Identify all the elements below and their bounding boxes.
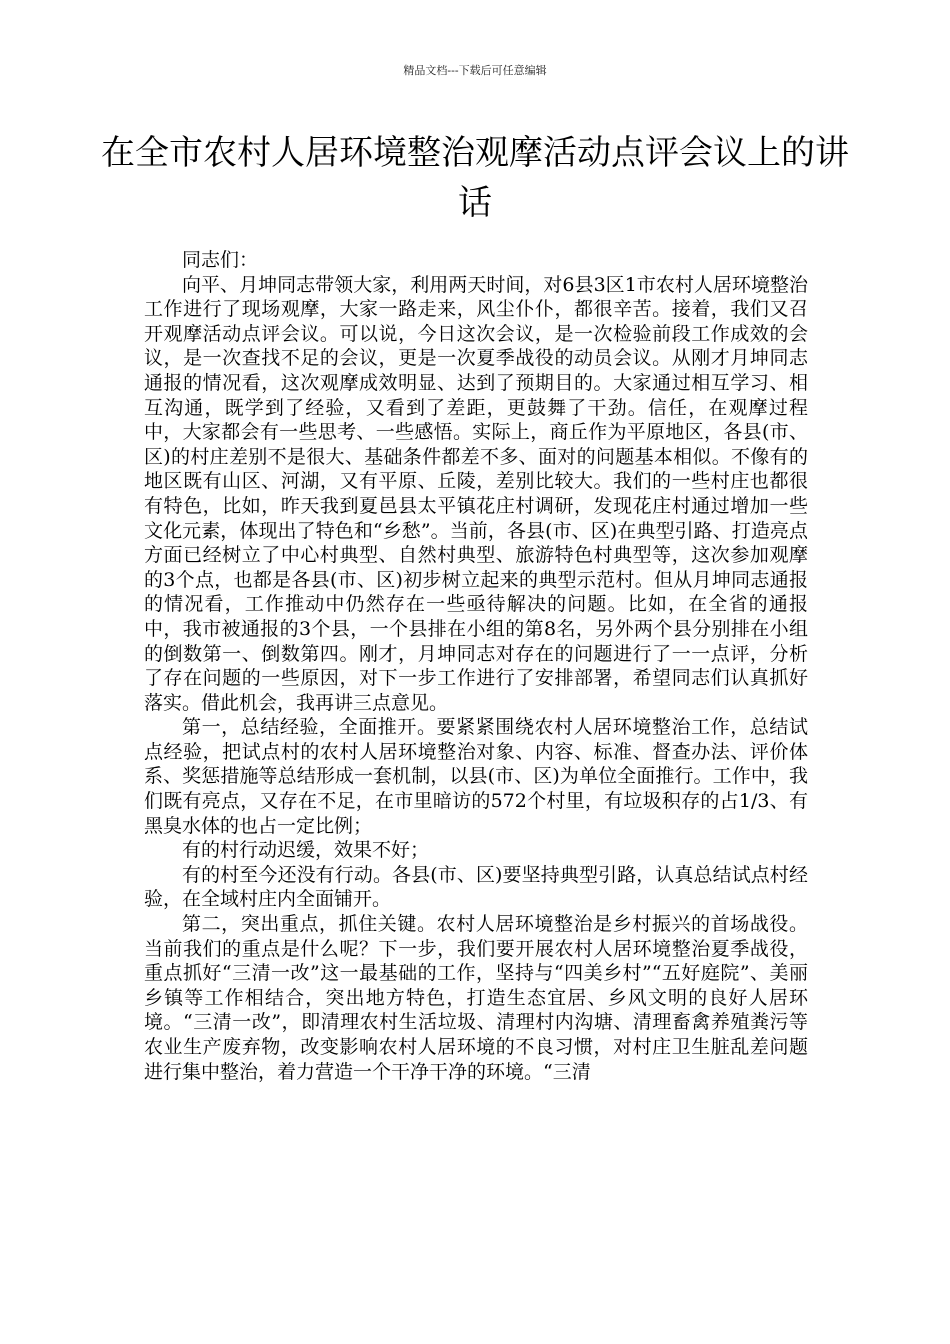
document-body <box>144 248 808 1084</box>
paragraph-3: 有的村行动迟缓，效果不好； <box>182 839 430 862</box>
paragraph-2: 第一，总结经验，全面推开。要紧紧围绕农村人居环境整治工作，总结试点经验，把试点村的农村人居环境整治对象、内容、标准、督查办法、评价体系、奖惩措施等总结形成一套机制，以县(市、区)为单位全面推行。工作中，我们既有亮点，又存在不足，在市里暗访的572个村里，有垃圾积存的占1/3、有黑臭水体的也占一定比例； <box>144 716 808 837</box>
salutation: 同志们： <box>182 249 259 271</box>
paragraph-4: 有的村至今还没有行动。各县(市、区)要坚持典型引路，认真总结试点村经验，在全域村庄内全面铺开。 <box>144 863 808 911</box>
paragraph-1: 向平、月坤同志带领大家，利用两天时间，对6县3区1市农村人居环境整治工作进行了现场观摩，大家一路走来，风尘仆仆，都很辛苦。接着，我们又召开观摩活动点评会议。可以说，今日这次会议，是一次检验前段工作成效的会议，是一次查找不足的会议，更是一次夏季战役的动员会议。从刚才月坤同志通报的情况看，这次观摩成效明显、达到了预期目的。大家通过相互学习、相互沟通，既学到了经验，又看到了差距，更鼓舞了干劲。信任，在观摩过程中，大家都会有一些思考、一些感悟。实际上，商丘作为平原地区，各县(市、区)的村庄差别不是很大、基础条件都差不多、面对的问题基本相似。不像有的地区既有山区、河湖，又有平原、丘陵，差别比较大。我们的一些村庄也都很有特色，比如，昨天我到夏邑县太平镇花庄村调研，发现花庄村通过增加一些文化元素，体现出了特色和“乡愁”。当前，各县(市、区)在典型引路、打造亮点方面已经树立了中心村典型、自然村典型、旅游特色村典型等，这次参加观摩的3个点，也都是各县(市、区)初步树立起来的典型示范村。但从月坤同志通报的情况看，工作推动中仍然存在一些亟待解决的问题。比如，在全省的通报中，我市被通报的3个县，一个县排在小组的第8名，另外两个县分别排在小组的倒数第一、倒数第四。刚才，月坤同志对存在的问题进行了一一点评，分析了存在问题的一些原因，对下一步工作进行了安排部署，希望同志们认真抓好落实。借此机会，我再讲三点意见。 <box>144 273 808 714</box>
header-note: 精品文档---下载后可任意编辑 <box>403 64 547 77</box>
document-title: 在全市农村人居环境整治观摩活动点评会议上的讲话 <box>101 133 849 223</box>
paragraph-5: 第二，突出重点，抓住关键。农村人居环境整治是乡村振兴的首场战役。当前我们的重点是什么呢？下一步，我们要开展农村人居环境整治夏季战役，重点抓好“三清一改”这一最基础的工作，坚持与“四美乡村”“五好庭院”、美丽乡镇等工作相结合，突出地方特色，打造生态宜居、乡风文明的良好人居环境。“三清一改”，即清理农村生活垃圾、清理村内沟塘、清理畜禽养殖粪污等农业生产废弃物，改变影响农村人居环境的不良习惯，对村庄卫生脏乱差问题进行集中整治，着力营造一个干净干净的环境。“三清 <box>144 913 808 1083</box>
